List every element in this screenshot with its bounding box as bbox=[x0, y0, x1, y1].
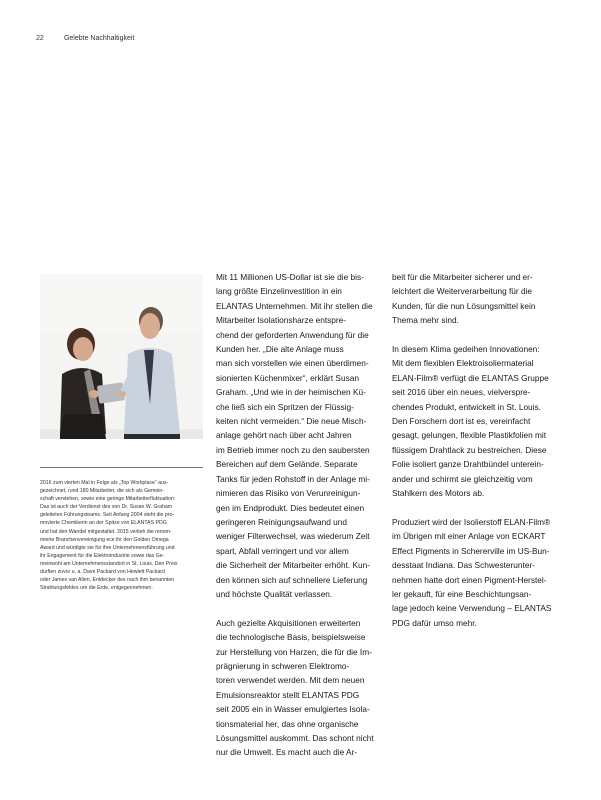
body-text-line: lang größte Einzelinvestition in ein bbox=[216, 286, 342, 297]
section-title: Gelebte Nachhaltigkeit bbox=[63, 35, 135, 42]
body-text-line: chend der geforderten Anwendung für die bbox=[216, 329, 369, 340]
caption-line: durften zuvor u. a. Dave Packard von Hewlett Packard bbox=[40, 569, 165, 576]
body-text-line: Effect Pigments in Schererville im US-Bun- bbox=[392, 545, 550, 556]
caption-line: geleiteten Führungsteams. Seit Anfang 2004 steht die pro- bbox=[40, 512, 175, 519]
body-text-line: ELANTAS Unternehmen. Mit ihr stellen die bbox=[216, 300, 373, 311]
body-text-line: Stahlkern des Motors ab. bbox=[392, 488, 485, 499]
body-text-line: che ließ sich ein Spritzen der Flüssig- bbox=[216, 401, 354, 412]
body-text-line: leichtert die Weiterverarbeitung für die bbox=[392, 286, 533, 297]
body-text-line: prägnierung in schweren Elektromo- bbox=[216, 660, 350, 671]
body-text-line: Den Forschern dort ist es, vereinfacht bbox=[392, 416, 531, 427]
photo-illustration bbox=[40, 274, 203, 439]
paragraph-gap bbox=[392, 500, 560, 514]
body-text-line: Lösungsmittel auskommt. Das schont nicht bbox=[216, 732, 374, 743]
body-text-line: Kunden her. „Die alte Anlage muss bbox=[216, 344, 344, 355]
body-text-line: toren verwendet werden. Mit dem neuen bbox=[216, 675, 365, 686]
body-text-line: Bereichen auf dem Gelände. Separate bbox=[216, 459, 358, 470]
body-text-line: keiten nicht vermeiden.“ Die neue Misch- bbox=[216, 416, 367, 427]
paragraph-gap bbox=[392, 328, 560, 342]
caption-line: oder James van Allen, Entdecker des nach ihm benannten bbox=[40, 577, 175, 584]
body-text-line: Emulsionsreaktor stellt ELANTAS PDG bbox=[216, 689, 360, 700]
body-text-line: tionsmaterial her, das ohne organische bbox=[216, 718, 359, 729]
caption-line: gezeichnet, rund 180 Mitarbeiter, die sich als Gemein- bbox=[40, 488, 164, 495]
running-header bbox=[36, 35, 134, 42]
body-text-line: zur Herstellung von Harzen, die für die Im- bbox=[216, 646, 372, 657]
caption-line: Award und würdigte sie für ihre Unternehmensführung und bbox=[40, 544, 175, 551]
caption-line: schaft verstehen, sowie eine geringe Mitarbeiterfluktuation: bbox=[40, 496, 176, 503]
body-text-line: ander und schirmt sie gleichzeitig vom bbox=[392, 473, 533, 484]
body-text-line: Tanks für jeden Rohstoff in der Anlage mi- bbox=[216, 473, 370, 484]
body-text-line: ELAN-Film® verfügt die ELANTAS Gruppe bbox=[392, 372, 549, 383]
body-text-line: man sich vorstellen wie einen überdimen- bbox=[216, 358, 369, 369]
body-text-line: desstaat Indiana. Das Schwesterunter- bbox=[392, 560, 535, 571]
caption-line: Das ist auch der Verdienst des von Dr. Susan W. Graham bbox=[40, 504, 173, 511]
body-text-line: anlage gehört nach über acht Jahren bbox=[216, 430, 352, 441]
body-text-line: seit 2016 über ein neues, vielverspre- bbox=[392, 387, 531, 398]
body-text-line: chendes Produkt, entwickelt in St. Louis. bbox=[392, 401, 541, 412]
caption-line: Strahlungsfeldes um die Erde, entgegennehmen. bbox=[40, 585, 153, 592]
body-text-line: sionierten Küchenmixer“, erklärt Susan bbox=[216, 372, 359, 383]
body-text-line: Produziert wird der Isolierstoff ELAN-Film® bbox=[392, 516, 551, 527]
body-text-line: und höchste Qualität verlassen. bbox=[216, 588, 333, 599]
paragraph-gap bbox=[216, 601, 384, 615]
body-text-line: Mitarbeiter Isolationsharze entspre- bbox=[216, 315, 347, 326]
body-column-2 bbox=[392, 270, 560, 630]
body-text-line: Kunden, für die nun Lösungsmittel kein bbox=[392, 300, 536, 311]
body-text-line: Auch gezielte Akquisitionen erweiterten bbox=[216, 617, 361, 628]
body-text-line: weniger Filterwechsel, was wiederum Zeit bbox=[216, 531, 370, 542]
caption-line: ihr Engagement für die Elektroindustrie sowie das Ge- bbox=[40, 552, 165, 559]
body-text-line: geringeren Reinigungsaufwand und bbox=[216, 516, 348, 527]
body-text-line: Folie isoliert ganze Drahtbündel unterein- bbox=[392, 459, 544, 470]
caption-line: meinwohl am Unternehmensstandort in St. Louis. Den Preis bbox=[40, 560, 178, 567]
body-text-line: den können sich auf schnellere Lieferung bbox=[216, 574, 368, 585]
photo-two-people-with-tablet bbox=[40, 274, 203, 439]
body-text-line: Graham. „Und wie in der heimischen Kü- bbox=[216, 387, 366, 398]
body-text-line: nimieren das Risiko von Verunreinigun- bbox=[216, 488, 361, 499]
caption-line: und hat den Wandel mitgestaltet. 2015 verlieh die renom- bbox=[40, 528, 172, 535]
body-text-line: nehmen hatte dort einen Pigment-Herstel- bbox=[392, 574, 547, 585]
body-text-line: ler gekauft, für eine Beschichtungsan- bbox=[392, 588, 532, 599]
body-text-line: seit 2005 ein in Wasser emulgiertes Isola- bbox=[216, 704, 370, 715]
caption-line: mierte Branchenvereinigung ece ihr den Golden Omega bbox=[40, 536, 169, 543]
body-column-1 bbox=[216, 270, 384, 760]
page-number: 22 bbox=[36, 35, 44, 42]
body-text-line: im Übrigen mit einer Anlage von ECKART bbox=[392, 531, 546, 542]
body-text-line: Mit 11 Millionen US-Dollar ist sie die bis- bbox=[216, 272, 364, 282]
body-text-line: Mit dem flexiblen Elektroisoliermaterial bbox=[392, 358, 534, 369]
body-text-line: PDG dafür umso mehr. bbox=[392, 617, 477, 628]
body-text-line: nur die Umwelt. Es macht auch die Ar- bbox=[216, 747, 358, 758]
body-text-line: lage jedoch keine Verwendung – ELANTAS bbox=[392, 603, 552, 614]
body-text-line: gen im Endprodukt. Dies bedeutet einen bbox=[216, 502, 365, 513]
caption-rule bbox=[40, 467, 203, 468]
body-text-line: im Betrieb immer noch zu den saubersten bbox=[216, 444, 370, 455]
body-text-line: die technologische Basis, beispielsweise bbox=[216, 632, 366, 643]
body-text-line: beit für die Mitarbeiter sicherer und er- bbox=[392, 272, 533, 282]
caption-line: 2016 zum vierten Mal in Folge als „Top Workplace“ aus- bbox=[40, 480, 169, 486]
caption-line: movierte Chemikerin an der Spitze von ELANTAS PDG bbox=[40, 520, 167, 527]
photo-caption bbox=[40, 479, 203, 592]
body-text-line: spart, Abfall verringert und vor allem bbox=[216, 545, 349, 556]
body-text-line: In diesem Klima gedeihen Innovationen: bbox=[392, 344, 540, 355]
body-text-line: Thema mehr sind. bbox=[392, 315, 459, 326]
body-text-line: die Sicherheit der Mitarbeiter erhöht. Kun- bbox=[216, 560, 371, 571]
body-text-line: flüssigem Drahtlack zu bestreichen. Diese bbox=[392, 444, 547, 455]
body-text-line: gesagt, gelungen, flexible Plastikfolien mit bbox=[392, 430, 547, 441]
